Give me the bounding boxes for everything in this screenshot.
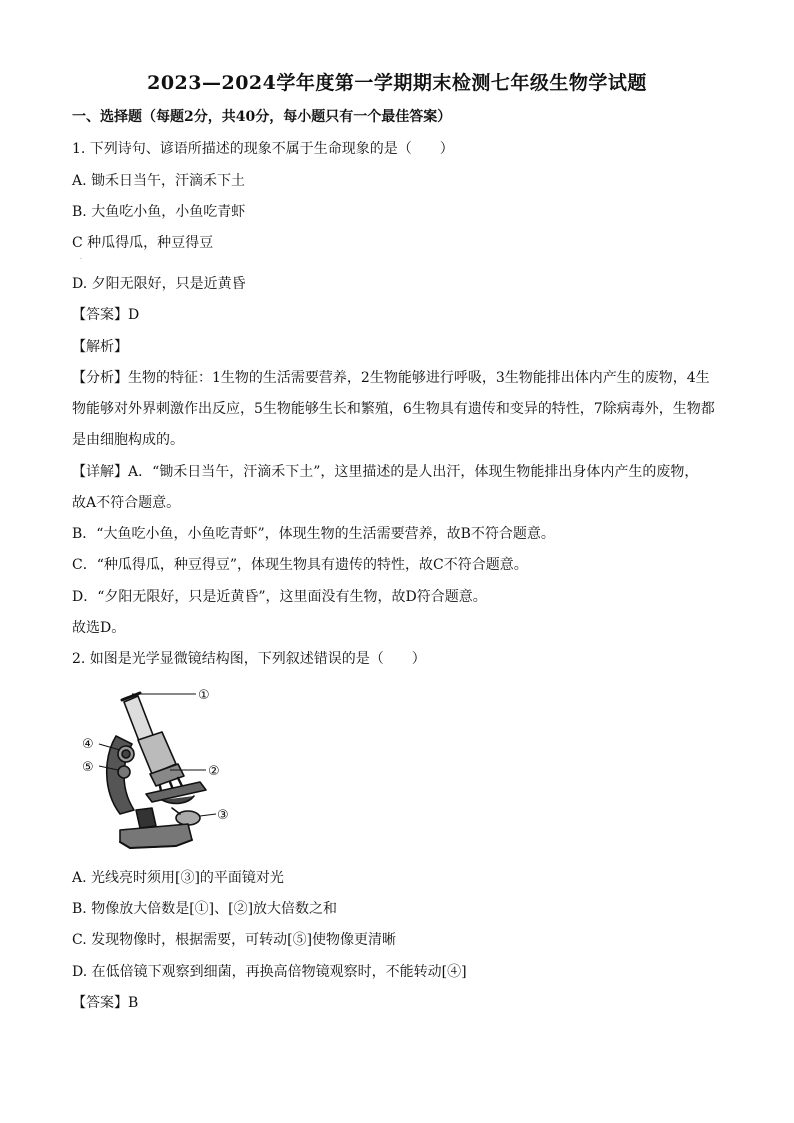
question-2-answer: 【答案】B <box>72 995 139 1011</box>
question-2-option-a: A. 光线亮时须用[③]的平面镜对光 <box>72 870 284 886</box>
question-1-option-d: D. 夕阳无限好，只是近黄昏 <box>72 276 246 292</box>
question-2-option-b: B. 物像放大倍数是[①]、[②]放大倍数之和 <box>72 901 338 917</box>
detail-line: B．“大鱼吃小鱼，小鱼吃青虾”，体现生物的生活需要营养，故B不符合题意。 <box>72 526 555 542</box>
analysis-line: 是由细胞构成的。 <box>72 432 184 448</box>
microscope-figure <box>76 682 236 854</box>
label-5: ⑤ <box>82 760 94 775</box>
detail-line: 故选D。 <box>72 620 126 636</box>
label-2: ② <box>208 764 220 779</box>
question-1-analysis-label: 【解析】 <box>72 339 128 355</box>
question-2-option-c: C. 发现物像时，根据需要，可转动[⑤]使物像更清晰 <box>72 932 397 948</box>
question-1-answer: 【答案】D <box>72 307 140 323</box>
question-1-option-c: C 种瓜得瓜，种豆得豆 <box>72 235 214 251</box>
question-1-option-a: A. 锄禾日当午，汗滴禾下土 <box>72 173 246 189</box>
detail-line: 故A不符合题意。 <box>72 495 181 511</box>
label-3: ③ <box>217 808 229 823</box>
label-4: ④ <box>82 737 94 752</box>
detail-line: 【详解】A．“锄禾日当午，汗滴禾下土”，这里描述的是人出汗，体现生物能排出身体内产生的废物， <box>72 464 699 480</box>
question-2-stem: 2. 如图是光学显微镜结构图，下列叙述错误的是（ ） <box>72 651 426 667</box>
question-1-option-b: B. 大鱼吃小鱼，小鱼吃青虾 <box>72 204 246 220</box>
page-title: 2023—2024学年度第一学期期末检测七年级生物学试题 <box>147 72 647 94</box>
detail-line: D．“夕阳无限好，只是近黄昏”，这里面没有生物，故D符合题意。 <box>72 589 487 605</box>
analysis-line: 【分析】生物的特征：1生物的生活需要营养，2生物能够进行呼吸，3生物能排出体内产生的废物，4生 <box>72 370 710 386</box>
question-1-stem: 1. 下列诗句、谚语所描述的现象不属于生命现象的是（ ） <box>72 141 454 157</box>
question-2-option-d: D. 在低倍镜下观察到细菌，再换高倍物镜观察时，不能转动[④] <box>72 964 467 980</box>
analysis-line: 物能够对外界刺激作出反应，5生物能够生长和繁殖，6生物具有遗传和变异的特性，7除病毒外，生物都 <box>72 401 715 417</box>
section-heading: 一、选择题（每题2分，共40分，每小题只有一个最佳答案） <box>72 109 452 125</box>
detail-line: C．“种瓜得瓜，种豆得豆”，体现生物具有遗传的特性，故C不符合题意。 <box>72 557 528 573</box>
stray-dot: · <box>80 256 82 263</box>
label-1: ① <box>198 688 210 703</box>
